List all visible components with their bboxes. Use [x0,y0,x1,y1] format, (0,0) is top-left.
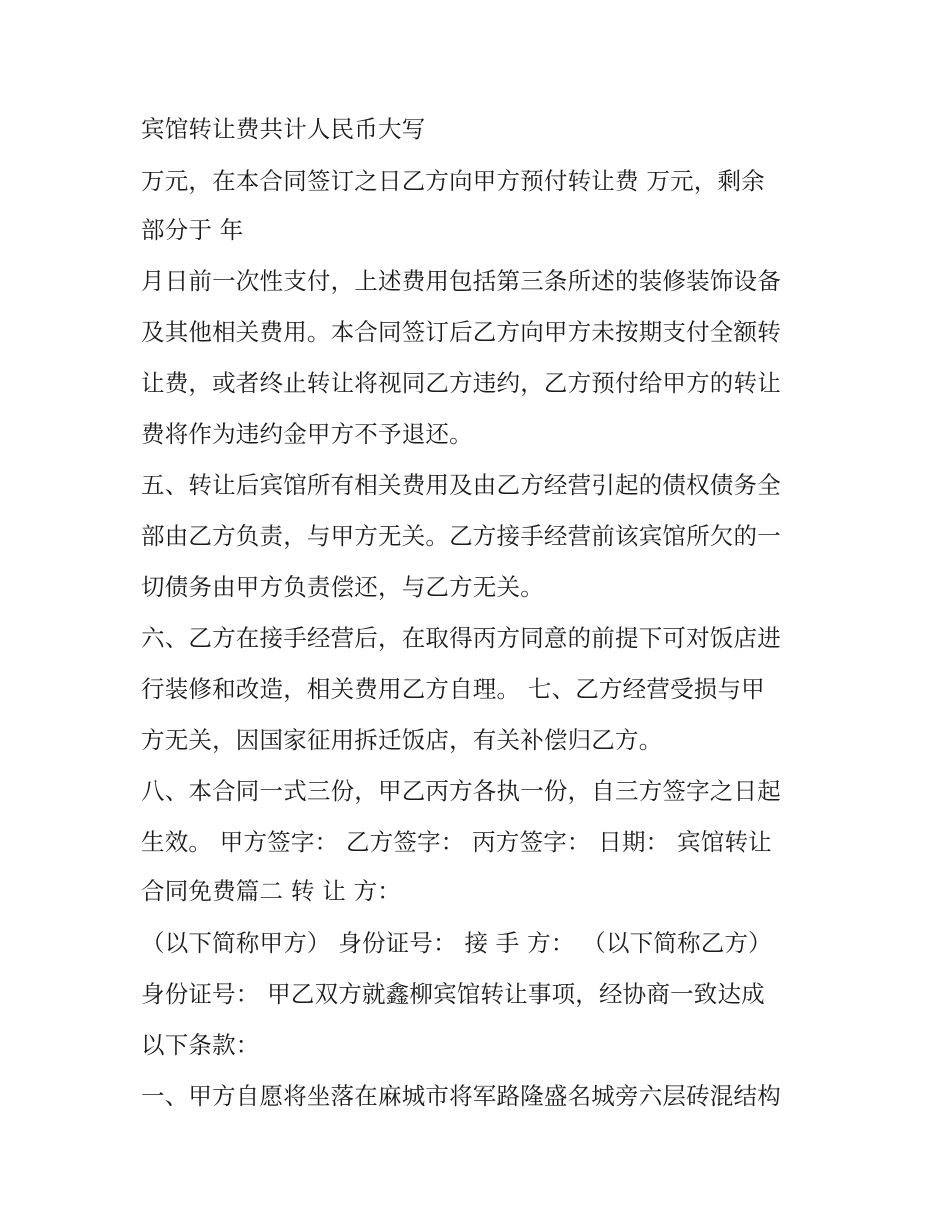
text-line: 方无关，因国家征用拆迁饭店，有关补偿归乙方。 [141,726,663,754]
text-line: 八、本合同一式三份，甲乙丙方各执一份，自三方签字之日起 [141,777,781,805]
text-line: 合同免费篇二 转 让 方： [141,877,402,905]
text-line: 六、乙方在接手经营后，在取得丙方同意的前提下可对饭店进 [141,624,781,652]
text-line: 生效。 甲方签字： 乙方签字： 丙方签字： 日期： 宾馆转让 [141,828,772,856]
text-line: 及其他相关费用。本合同签订后乙方向甲方未按期支付全额转 [141,318,781,346]
text-line: 部由乙方负责，与甲方无关。乙方接手经营前该宾馆所欠的一 [141,522,781,550]
text-line: 部分于 年 [141,216,244,244]
text-line: 宾馆转让费共计人民币大写 [141,115,426,143]
text-line: 以下条款： [141,1031,260,1059]
text-line: 费将作为违约金甲方不予退还。 [141,420,473,448]
text-line: 行装修和改造，相关费用乙方自理。 七、乙方经营受损与甲 [141,675,765,703]
text-line: 切债务由甲方负责偿还，与乙方无关。 [141,573,544,601]
text-line: （以下简称甲方） 身份证号： 接 手 方： （以下简称乙方） [141,929,772,957]
text-line: 身份证号： 甲乙双方就鑫柳宾馆转让事项，经协商一致达成 [141,980,765,1008]
text-line: 万元，在本合同签订之日乙方向甲方预付转让费 万元，剩余 [141,167,765,195]
text-line: 让费，或者终止转让将视同乙方违约，乙方预付给甲方的转让 [141,369,781,397]
text-line: 月日前一次性支付，上述费用包括第三条所述的装修装饰设备 [141,267,781,295]
text-line: 五、转让后宾馆所有相关费用及由乙方经营引起的债权债务全 [141,471,781,499]
text-line: 一、甲方自愿将坐落在麻城市将军路隆盛名城旁六层砖混结构 [141,1082,781,1110]
